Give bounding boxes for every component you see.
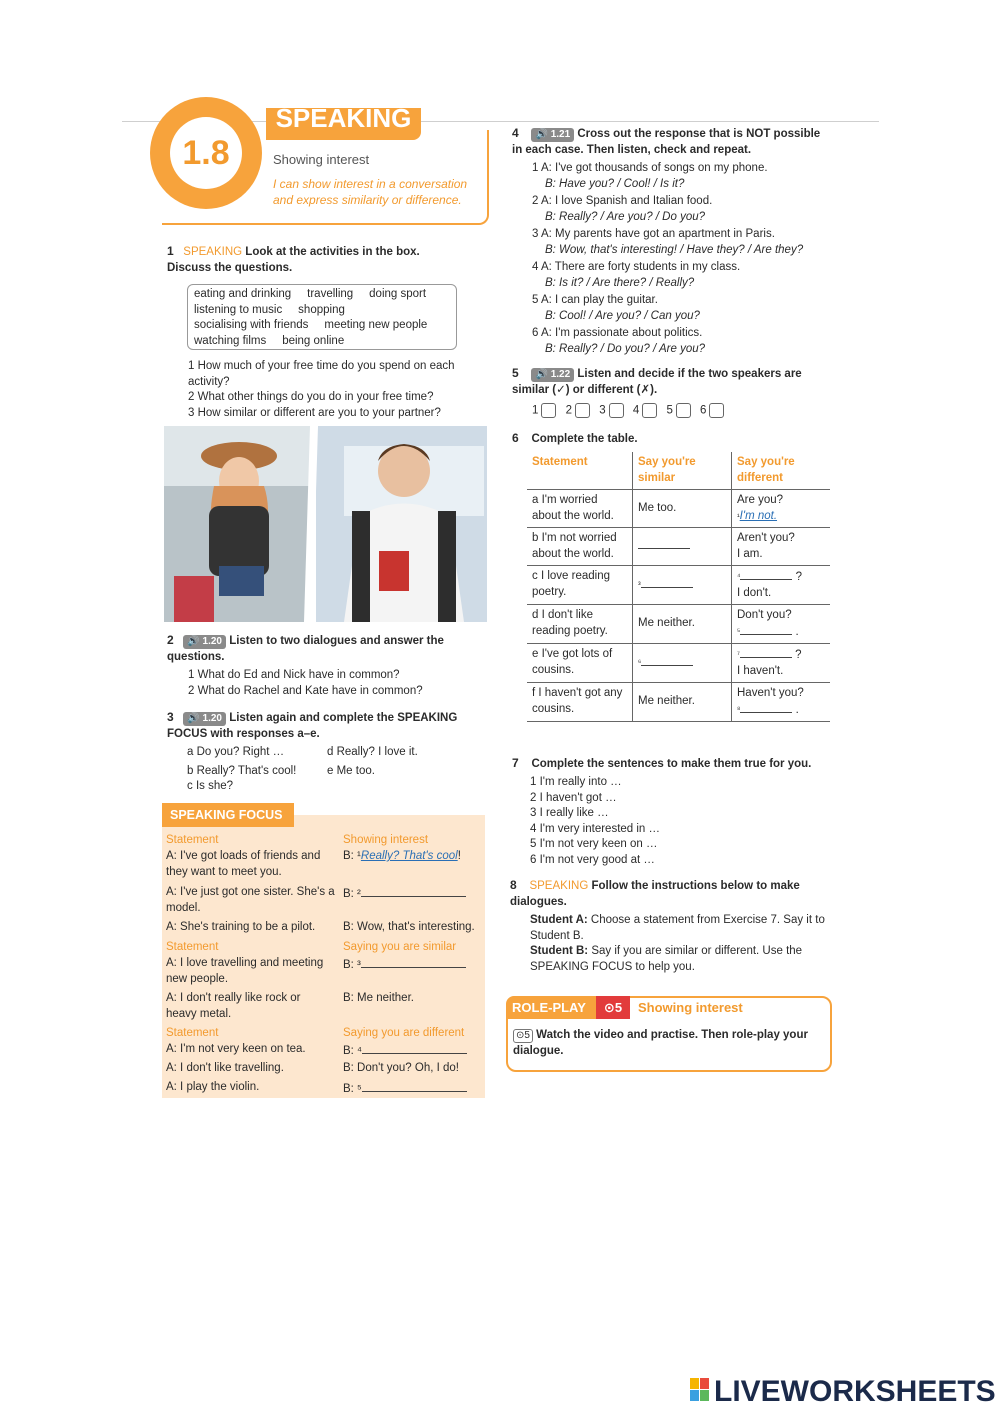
lesson-title: SPEAKING — [266, 108, 421, 140]
student-a-label: Student A: — [530, 914, 588, 926]
photo-travellers — [164, 426, 487, 622]
table-row: c I love reading poetry. $^{^3}$ $^{^4}$ ? I don't. — [527, 566, 830, 605]
exercise-5 — [512, 366, 832, 398]
focus-response — [343, 849, 461, 865]
table-statement: b I'm not worried about the world. — [527, 528, 633, 566]
table-different-a: I am. — [737, 547, 763, 560]
answer-marker: ³ — [638, 579, 641, 589]
focus-response: B: Me neither. — [343, 992, 414, 1004]
answer-marker: ¹ — [737, 511, 740, 521]
speaking-focus-tab: SPEAKING FOCUS — [162, 803, 294, 827]
exercise-number: 1 — [167, 244, 174, 258]
video-number: 5 — [614, 1000, 623, 1015]
liveworksheets-brand[interactable]: LIVEWORKSHEETS — [714, 1375, 996, 1408]
table-similar: Me neither. — [633, 683, 732, 722]
table-statement: d I don't like reading poetry. — [527, 605, 633, 644]
activities-line: watching films being online — [194, 334, 345, 347]
speaking-tag: SPEAKING — [529, 880, 589, 892]
video-icon[interactable]: ⊙5 — [513, 1029, 533, 1043]
roleplay-tab: ROLE-PLAY — [506, 996, 596, 1019]
focus-heading-statement: Statement — [166, 834, 219, 846]
activities-box — [187, 284, 457, 350]
exercise-2-questions — [188, 668, 480, 699]
focus-response: B: Wow, that's interesting. — [343, 921, 475, 933]
answer-checkbox[interactable] — [676, 403, 691, 418]
sentence-item: 5 I'm not very keen on … — [530, 838, 658, 850]
table-header: Say you're different — [732, 452, 831, 490]
answer-checkbox[interactable] — [609, 403, 624, 418]
exercise-2 — [167, 633, 472, 665]
answer-marker: ⁷ — [737, 650, 740, 659]
focus-heading-similar: Saying you are similar — [343, 941, 457, 953]
dialogue-line-b[interactable]: B: Have you? / Cool! / Is it? — [545, 177, 685, 190]
answer-blank-table[interactable] — [740, 702, 792, 713]
roleplay-title: Showing interest — [638, 1000, 743, 1015]
question-item: 1 What do Ed and Nick have in common? — [188, 669, 400, 681]
exercise-number: 7 — [512, 756, 519, 770]
focus-statement: A: She's training to be a pilot. — [166, 921, 316, 933]
sentence-item: 4 I'm very interested in … — [530, 822, 661, 835]
answer-link[interactable]: Really? That's cool — [360, 850, 458, 862]
answer-blank-table[interactable] — [638, 538, 690, 549]
table-statement: c I love reading poetry. — [527, 566, 633, 605]
focus-response — [343, 1042, 467, 1060]
sentence-item: 3 I really like … — [530, 807, 609, 819]
exercise-number: 6 — [512, 431, 519, 445]
option-b: b Really? That's cool! — [187, 765, 297, 777]
exercise-number: 5 — [512, 366, 519, 380]
option-d: d Really? I love it. — [327, 746, 418, 758]
table-row: f I haven't got any cousins. Me neither. Haven't you? $^{^8}$ . — [527, 683, 830, 722]
video-badge[interactable] — [596, 996, 630, 1019]
student-b-instructions — [530, 944, 825, 975]
response-prefix: B: ⁵ — [343, 1083, 362, 1095]
dialogue-line-a: 1 A: I've got thousands of songs on my phone. — [532, 162, 768, 174]
focus-heading-statement: Statement — [166, 1027, 219, 1039]
speaking-tag: SPEAKING — [183, 246, 243, 258]
table-row: d I don't like reading poetry. Me neither. Don't you? $^{^5}$ . — [527, 605, 830, 644]
answer-marker: ⁴ — [737, 572, 741, 581]
video-icon: ⊙ — [603, 1000, 615, 1015]
dialogue-line-a: 2 A: I love Spanish and Italian food. — [532, 195, 713, 207]
exercise-5-checkboxes — [532, 403, 730, 419]
answer-blank-2[interactable] — [361, 885, 466, 897]
question-item: 2 What other things do you do in your free time? — [188, 391, 434, 403]
dialogue-line-a: 3 A: My parents have got an apartment in Paris. — [532, 228, 775, 240]
table-row — [527, 490, 830, 528]
exercise-7 — [512, 756, 811, 773]
exercise-instruction: Look at the activities in the box. Discuss the questions. — [167, 246, 420, 274]
dialogue-line-b[interactable]: B: Cool! / Are you? / Can you? — [545, 309, 700, 322]
focus-response: B: Don't you? Oh, I do! — [343, 1062, 459, 1074]
audio-track-badge[interactable]: 🔊 1.20 — [183, 712, 226, 726]
exercise-6 — [512, 431, 638, 448]
answer-checkbox[interactable] — [709, 403, 724, 418]
activities-line: listening to music shopping — [194, 303, 345, 316]
focus-response — [343, 1080, 467, 1098]
answer-blank-4[interactable] — [362, 1042, 467, 1054]
sentence-item: 1 I'm really into … — [530, 776, 622, 788]
roleplay-instruction — [513, 1028, 813, 1059]
focus-statement: A: I don't really like rock or heavy metal. — [166, 992, 301, 1020]
liveworksheets-logo-icon — [690, 1378, 710, 1402]
table-different-q: Are you? — [737, 494, 784, 506]
exercise-8 — [510, 878, 820, 910]
answer-checkbox[interactable] — [541, 403, 556, 418]
sentence-item: 6 I'm not very good at … — [530, 853, 655, 866]
response-prefix: B: ⁴ — [343, 1045, 363, 1057]
exercise-3 — [167, 710, 477, 742]
activities-line: eating and drinking travelling doing sport — [194, 288, 427, 300]
student-b-text: Say if you are similar or different. Use the SPEAKING FOCUS to help you. — [530, 945, 803, 973]
dialogue-line-b[interactable]: B: Really? / Are you? / Do you? — [545, 210, 706, 223]
focus-statement: A: I love travelling and meeting new people. — [166, 957, 324, 985]
answer-blank-table[interactable] — [641, 655, 693, 666]
dialogue-line-b[interactable]: B: Wow, that's interesting! / Have they? / Are they? — [545, 243, 804, 256]
table-different-a: I haven't. — [737, 664, 784, 677]
checkbox-label: 3 — [599, 404, 606, 417]
answer-blank-table[interactable] — [641, 577, 693, 588]
focus-response — [343, 885, 466, 903]
response-suffix: ! — [457, 850, 461, 862]
audio-track-number: 1.20 — [202, 713, 222, 724]
table-different-q: Aren't you? — [737, 532, 795, 544]
video-number: 5 — [524, 1030, 530, 1041]
answer-blank-5[interactable] — [362, 1080, 467, 1092]
exercise-instruction: Listen to two dialogues and answer the questions. — [167, 635, 444, 663]
exercise-instruction: Follow the instructions below to make dialogues. — [510, 880, 800, 908]
response-prefix: B: ³ — [343, 959, 361, 971]
checkbox-label: 1 — [532, 404, 539, 417]
answer-blank-table[interactable] — [740, 624, 792, 635]
exercise-4-items — [532, 161, 832, 357]
dialogue-line-b[interactable]: B: Really? / Do you? / Are you? — [545, 342, 706, 355]
audio-track-number: 1.22 — [550, 369, 571, 380]
exercise-1-questions — [188, 359, 480, 421]
dialogue-line-a: 5 A: I can play the guitar. — [532, 294, 658, 306]
answer-blank-3[interactable] — [361, 956, 466, 968]
focus-statement: A: I play the violin. — [166, 1081, 260, 1093]
checkbox-label: 4 — [632, 404, 640, 417]
exercise-7-items — [530, 775, 660, 868]
table-header: Statement — [527, 452, 633, 490]
audio-track-badge[interactable]: 🔊 1.21 — [531, 128, 574, 142]
checkbox-label: 2 — [565, 404, 573, 417]
audio-track-badge[interactable]: 🔊 1.20 — [183, 635, 226, 649]
exercise-instruction: Listen and decide if the two speakers are similar (✓) or different (✗). — [512, 368, 802, 396]
question-item: 2 What do Rachel and Kate have in common? — [188, 684, 423, 697]
table-statement: a I'm worried about the world. — [527, 490, 633, 528]
answer-marker: ⁵ — [737, 626, 741, 636]
lesson-goal: I can show interest in a conversation and express similarity or difference. — [273, 177, 468, 207]
answer-marker: ⁶ — [638, 657, 642, 667]
focus-statement: A: I've just got one sister. She's a model. — [166, 886, 335, 914]
roleplay-text: Watch the video and practise. Then role-play your dialogue. — [513, 1029, 808, 1057]
exercise-number: 4 — [512, 126, 519, 140]
table-row — [527, 528, 830, 566]
focus-heading-interest: Showing interest — [343, 834, 429, 846]
answer-blank-table[interactable] — [740, 569, 792, 580]
answer-link[interactable]: I'm not. — [739, 509, 778, 522]
table-different-q: Haven't you? — [737, 687, 804, 699]
answer-checkbox[interactable] — [642, 403, 657, 418]
dialogue-line-a: 4 A: There are forty students in my class. — [532, 261, 741, 273]
question-item: 3 How similar or different are you to your partner? — [188, 406, 441, 419]
table-different-a: I don't. — [737, 586, 772, 599]
focus-statement: A: I've got loads of friends and they want to meet you. — [166, 850, 321, 878]
focus-statement: A: I don't like travelling. — [166, 1062, 284, 1074]
exercise-number: 3 — [167, 710, 174, 724]
audio-track-number: 1.20 — [202, 636, 222, 647]
answer-marker: ⁸ — [737, 704, 741, 714]
exercise-number: 2 — [167, 633, 174, 647]
checkbox-label: 6 — [700, 404, 707, 417]
response-prefix: B: ² — [343, 888, 361, 900]
answer-blank-table[interactable] — [740, 647, 792, 658]
exercise-instruction: Complete the table. — [531, 433, 638, 445]
answer-checkbox[interactable] — [575, 403, 590, 418]
student-b-label: Student B: — [530, 945, 589, 957]
dialogue-line-a: 6 A: I'm passionate about politics. — [532, 327, 703, 339]
lesson-number: 1.8 — [170, 117, 242, 189]
lesson-subtitle: Showing interest — [273, 152, 370, 167]
question-item: 1 How much of your free time do you spend on each activity? — [188, 360, 455, 388]
checkbox-label: 5 — [666, 404, 673, 417]
audio-track-number: 1.21 — [550, 129, 571, 140]
activities-line: socialising with friends meeting new people — [194, 319, 428, 331]
exercise-instruction: Cross out the response that is NOT possible in each case. Then listen, check and repeat. — [512, 128, 821, 156]
table-header: Say you're similar — [633, 452, 732, 490]
option-e: e Me too. — [327, 765, 375, 777]
focus-response — [343, 956, 466, 974]
table-statement: f I haven't got any cousins. — [527, 683, 633, 722]
option-c: c Is she? — [187, 780, 234, 792]
audio-track-badge[interactable]: 🔊 1.22 — [531, 368, 574, 382]
focus-heading-different: Saying you are different — [343, 1027, 465, 1039]
table-similar: Me neither. — [633, 605, 732, 644]
table-statement: e I've got lots of cousins. — [527, 644, 633, 683]
exercise-instruction: Complete the sentences to make them true for you. — [531, 758, 812, 770]
exercise-1 — [167, 244, 467, 276]
option-a: a Do you? Right … — [187, 746, 285, 758]
sentence-item: 2 I haven't got … — [530, 791, 617, 804]
table-different-q: Don't you? — [737, 609, 792, 621]
exercise-instruction: Listen again and complete the SPEAKING FOCUS with responses a–e. — [167, 712, 458, 740]
focus-statement: A: I'm not very keen on tea. — [166, 1043, 306, 1055]
dialogue-line-b[interactable]: B: Is it? / Are there? / Really? — [545, 276, 695, 289]
completion-table — [527, 452, 830, 722]
student-a-instructions — [530, 913, 825, 944]
student-a-text: Choose a statement from Exercise 7. Say it to Student B. — [530, 914, 825, 942]
focus-heading-statement: Statement — [166, 941, 219, 953]
exercise-number: 8 — [510, 878, 517, 892]
table-similar: Me too. — [633, 490, 732, 528]
table-row: e I've got lots of cousins. $^{^6}$ $^{^7}$ ? I haven't. — [527, 644, 830, 683]
exercise-4 — [512, 126, 832, 158]
response-prefix: B: ¹ — [343, 850, 361, 862]
